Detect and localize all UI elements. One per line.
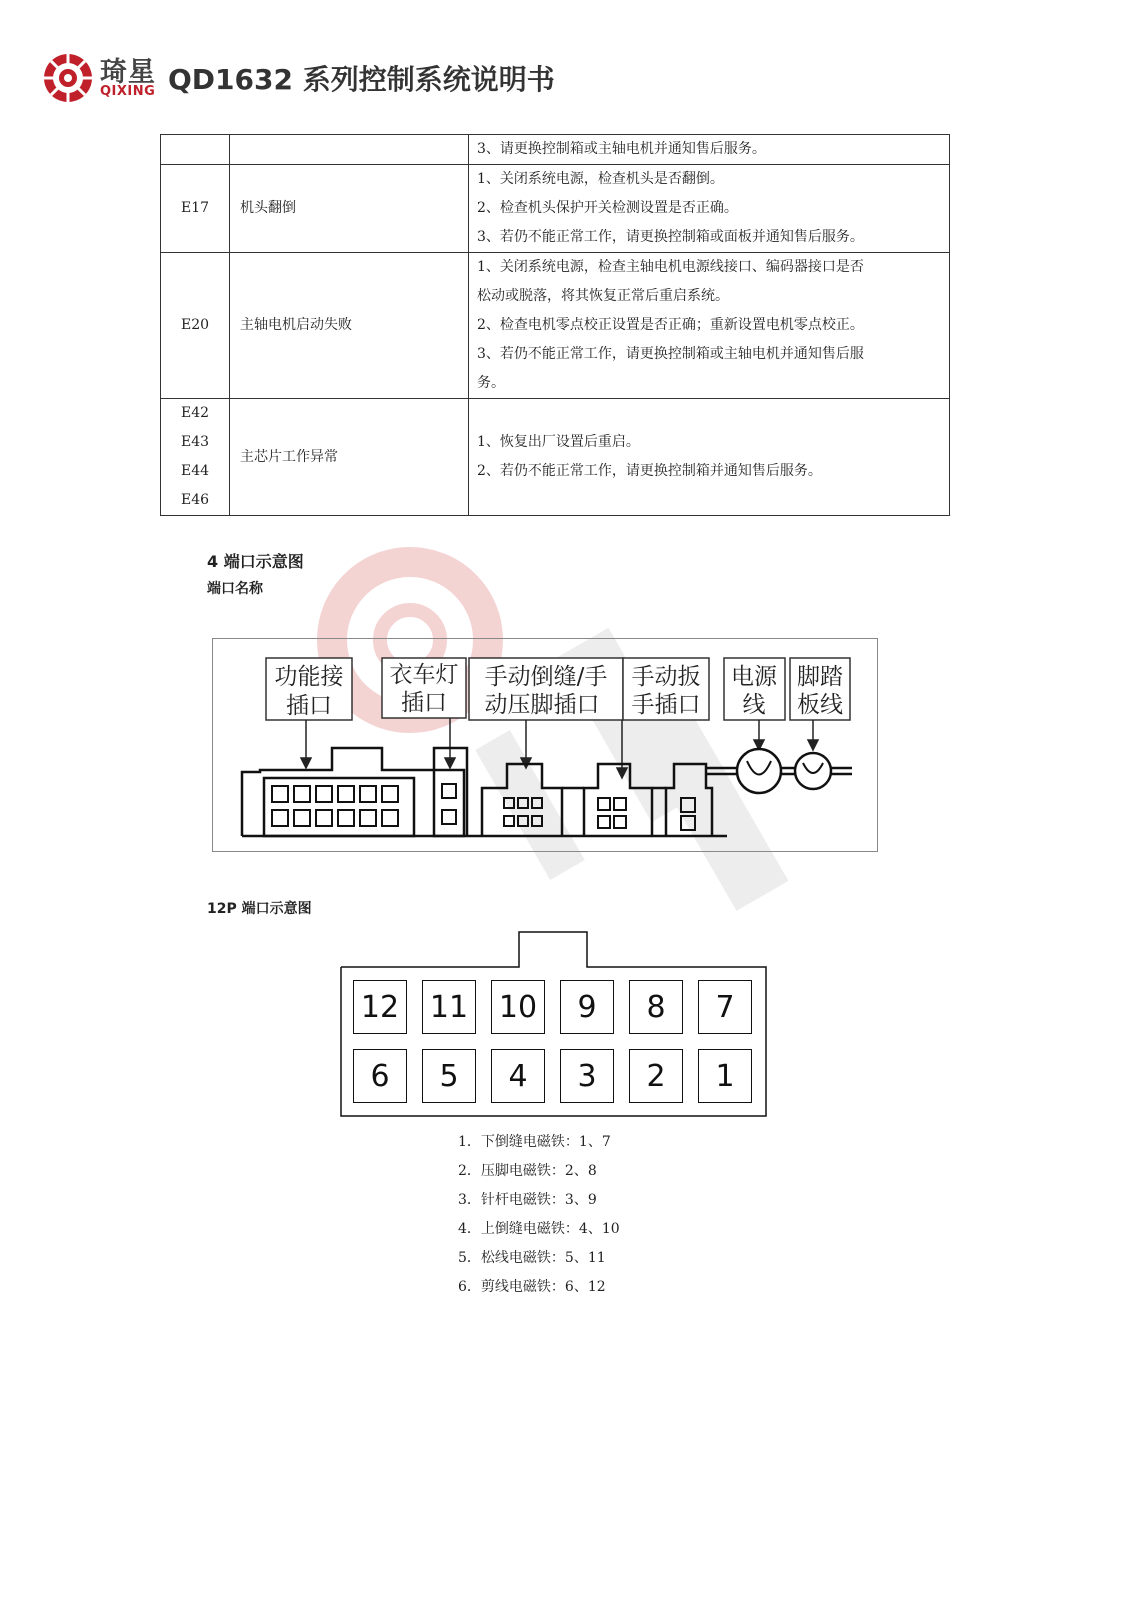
logo-chinese-text: 琦星 [100,57,156,88]
list-item: 3．针杆电磁铁：3、9 [458,1192,597,1208]
port-label-pedal [790,658,850,720]
table-row [161,399,950,516]
port-label-lamp [382,658,466,718]
pin-2: 2 [629,1049,683,1103]
list-item: 6．剪线电磁铁：6、12 [458,1279,606,1295]
page-header [42,50,742,106]
solution-line: 3、若仍不能正常工作，请更换控制箱或面板并通知售后服务。 [477,229,864,245]
port-diagram [212,638,878,852]
svg-text:衣车灯: 衣车灯 [389,662,459,688]
solution-line: 3、请更换控制箱或主轴电机并通知售后服务。 [477,141,766,157]
qixing-logo-icon [42,52,94,104]
port-label-power [724,658,785,720]
error-code-table [160,134,950,516]
connector-title: 12P 端口示意图 [207,901,312,917]
pin-10: 10 [491,980,545,1034]
solution-line: 1、恢复出厂设置后重启。 [477,434,640,450]
list-item: 2．压脚电磁铁：2、8 [458,1163,597,1179]
solution-line: 1、关闭系统电源，检查主轴电机电源线接口、编码器接口是否 [477,259,864,275]
port-label-function [266,658,352,720]
pin-11: 11 [422,980,476,1034]
error-name-cell: 主轴电机启动失败 [230,253,469,399]
solution-line: 2、检查机头保护开关检测设置是否正确。 [477,200,738,216]
solution-line: 2、检查电机零点校正设置是否正确；重新设置电机零点校正。 [477,317,864,333]
table-row [161,135,950,165]
solution-line: 务。 [477,375,505,391]
port-label-manual-lever [623,658,709,720]
pin-4: 4 [491,1049,545,1103]
solution-line: 1、关闭系统电源，检查机头是否翻倒。 [477,171,724,187]
port-label-reverse-presser [469,658,623,720]
error-solution-cell [469,165,950,253]
pin-assignment-list [458,1128,620,1302]
error-code-cell [161,135,230,165]
svg-text:插口: 插口 [286,693,332,719]
logo-english-text: QIXING [100,84,156,99]
error-code-cell: E42 E43 E44 E46 [161,399,230,516]
solution-line: 2、若仍不能正常工作，请更换控制箱并通知售后服务。 [477,463,822,479]
svg-text:动压脚插口: 动压脚插口 [484,692,600,718]
error-code-cell: E17 [161,165,230,253]
pin-9: 9 [560,980,614,1034]
pin-3: 3 [560,1049,614,1103]
list-item: 5．松线电磁铁：5、11 [458,1250,606,1266]
pin-12: 12 [353,980,407,1034]
error-name-cell: 机头翻倒 [230,165,469,253]
svg-text:手动扳: 手动扳 [631,664,701,690]
table-row [161,253,950,399]
svg-text:线: 线 [742,692,766,718]
svg-text:电源: 电源 [731,664,777,690]
connector-12p [340,930,767,1117]
error-code-cell: E20 [161,253,230,399]
svg-text:功能接: 功能接 [274,664,344,690]
pin-8: 8 [629,980,683,1034]
pin-6: 6 [353,1049,407,1103]
solution-line: 松动或脱落，将其恢复正常后重启系统。 [477,288,729,304]
pin-7: 7 [698,980,752,1034]
pin-1: 1 [698,1049,752,1103]
svg-text:板线: 板线 [797,692,843,718]
section-subtitle: 端口名称 [207,581,263,597]
list-item: 1．下倒缝电磁铁：1、7 [458,1134,611,1150]
section-title: 4 端口示意图 [207,552,304,571]
error-solution-cell [469,253,950,399]
pin-5: 5 [422,1049,476,1103]
svg-text:插口: 插口 [401,690,447,716]
svg-text:手插口: 手插口 [631,692,701,718]
svg-text:脚踏: 脚踏 [797,664,843,690]
error-name-cell: 主芯片工作异常 [230,399,469,516]
error-solution-cell [469,399,950,516]
table-row [161,165,950,253]
error-name-cell [230,135,469,165]
solution-line: 3、若仍不能正常工作，请更换控制箱或主轴电机并通知售后服 [477,346,864,362]
document-title: QD1632 系列控制系统说明书 [168,63,555,96]
error-solution-cell [469,135,950,165]
svg-text:手动倒缝/手: 手动倒缝/手 [484,664,608,690]
list-item: 4．上倒缝电磁铁：4、10 [458,1221,620,1237]
